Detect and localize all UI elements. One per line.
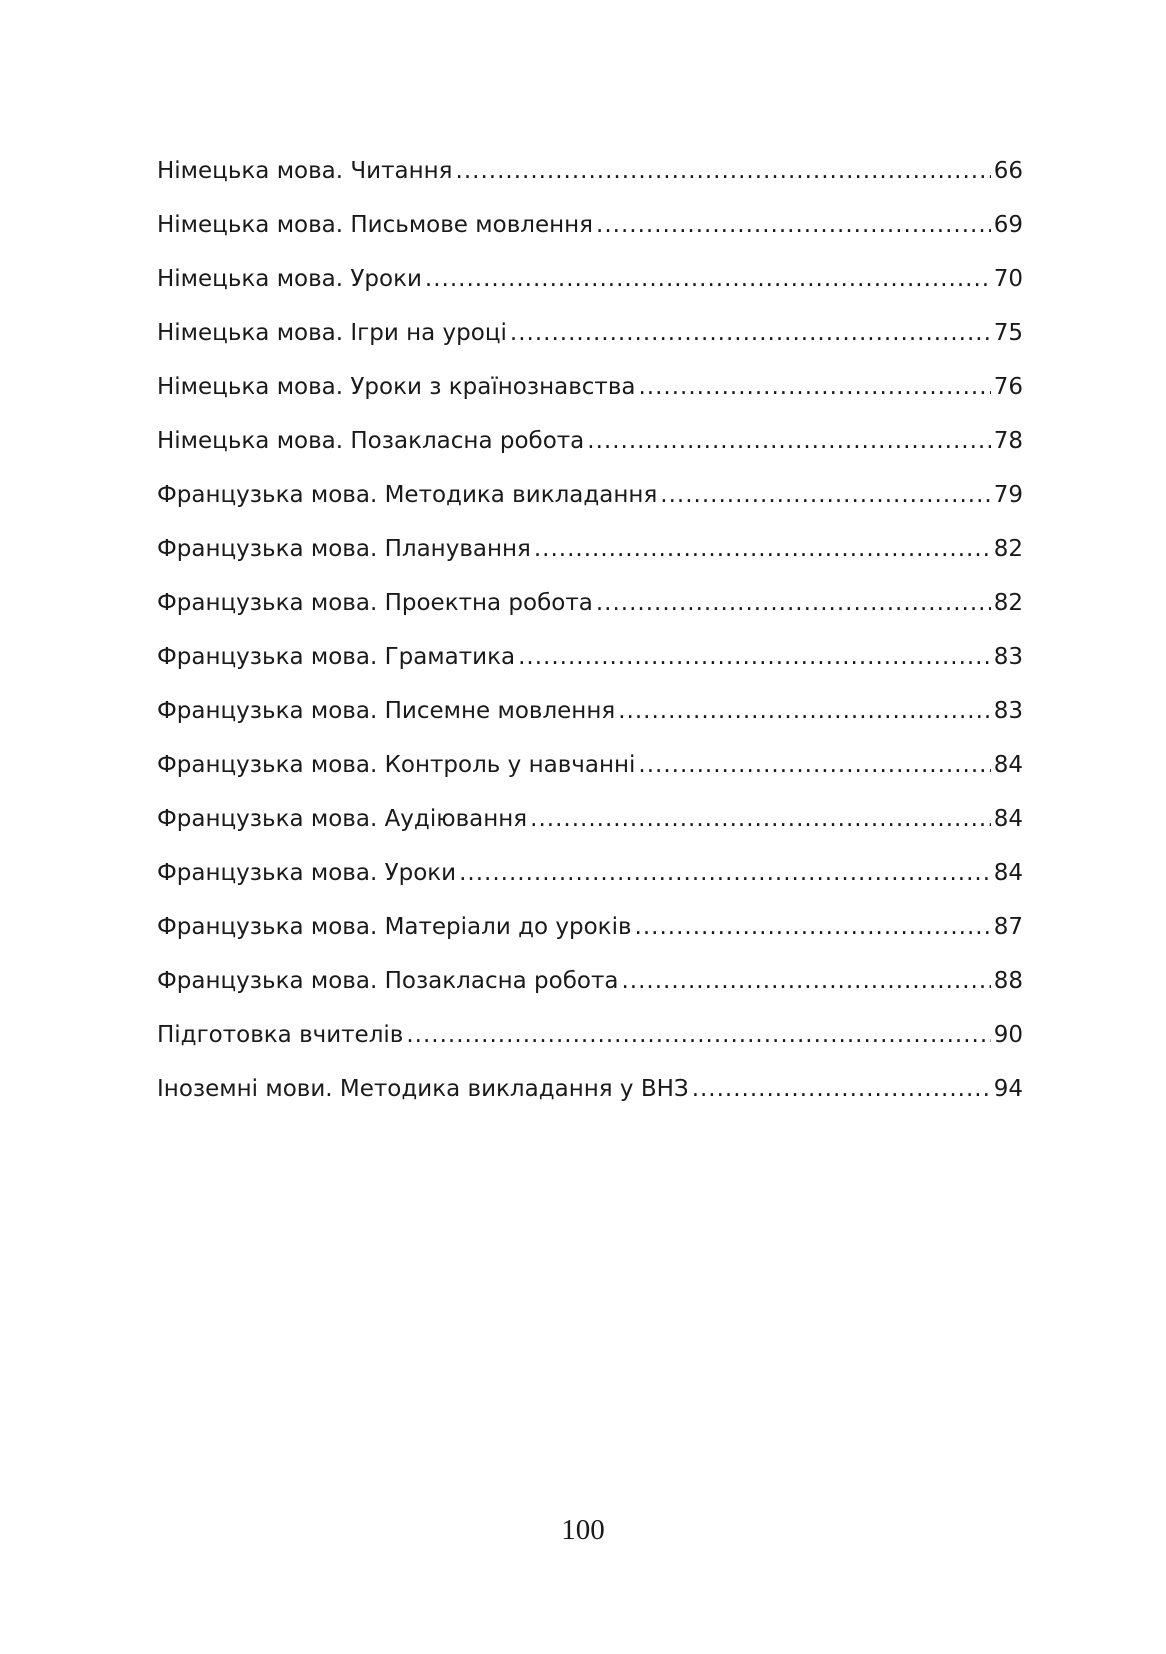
toc-entry [157, 914, 1023, 968]
toc-entry-page: 76 [993, 374, 1023, 400]
toc-entry-title: Німецька мова. Позакласна робота [157, 428, 585, 454]
toc-dot-leader [518, 644, 991, 670]
toc-dot-leader [596, 212, 991, 238]
toc-entry-page: 70 [993, 266, 1023, 292]
toc-entry-page: 94 [993, 1076, 1023, 1102]
toc-entry [157, 158, 1023, 212]
toc-entry [157, 212, 1023, 266]
toc-entry-page: 90 [993, 1022, 1023, 1048]
toc-entry [157, 428, 1023, 482]
toc-entry-page: 66 [993, 158, 1023, 184]
toc-entry [157, 968, 1023, 1022]
toc-entry-title: Французька мова. Контроль у навчанні [157, 752, 636, 778]
toc-entry-title: Французька мова. Позакласна робота [157, 968, 619, 994]
toc-entry [157, 536, 1023, 590]
toc-dot-leader [459, 860, 991, 886]
toc-entry-title: Французька мова. Граматика [157, 644, 516, 670]
toc-entry [157, 752, 1023, 806]
toc-entry-title: Німецька мова. Письмове мовлення [157, 212, 594, 238]
toc-entry [157, 1022, 1023, 1076]
table-of-contents [157, 158, 1023, 1130]
toc-entry-title: Іноземні мови. Методика викладання у ВНЗ [157, 1076, 689, 1102]
toc-entry [157, 590, 1023, 644]
toc-entry [157, 374, 1023, 428]
page-number: 100 [561, 1514, 605, 1546]
toc-entry-title: Німецька мова. Ігри на уроці [157, 320, 507, 346]
toc-entry-page: 87 [993, 914, 1023, 940]
toc-entry-page: 88 [993, 968, 1023, 994]
toc-entry-page: 82 [993, 590, 1023, 616]
toc-entry-title: Німецька мова. Читання [157, 158, 453, 184]
toc-entry [157, 806, 1023, 860]
toc-entry [157, 320, 1023, 374]
toc-entry-title: Французька мова. Писемне мовлення [157, 698, 616, 724]
toc-dot-leader [456, 158, 991, 184]
toc-dot-leader [596, 590, 991, 616]
toc-entry-page: 79 [993, 482, 1023, 508]
toc-entry-page: 84 [993, 752, 1023, 778]
toc-dot-leader [530, 806, 991, 832]
toc-dot-leader [534, 536, 991, 562]
toc-entry-title: Французька мова. Аудіювання [157, 806, 528, 832]
toc-entry [157, 860, 1023, 914]
toc-entry-page: 82 [993, 536, 1023, 562]
toc-entry-page: 69 [993, 212, 1023, 238]
toc-entry-page: 84 [993, 806, 1023, 832]
toc-entry-title: Французька мова. Проектна робота [157, 590, 593, 616]
toc-entry-page: 83 [993, 644, 1023, 670]
toc-entry-title: Французька мова. Методика викладання [157, 482, 658, 508]
toc-entry [157, 266, 1023, 320]
toc-dot-leader [425, 266, 991, 292]
toc-entry-page: 78 [993, 428, 1023, 454]
toc-dot-leader [406, 1022, 990, 1048]
toc-dot-leader [621, 968, 990, 994]
toc-entry [157, 482, 1023, 536]
toc-dot-leader [587, 428, 990, 454]
toc-entry-page: 83 [993, 698, 1023, 724]
toc-entry [157, 644, 1023, 698]
toc-entry-title: Підготовка вчителів [157, 1022, 404, 1048]
toc-entry-title: Німецька мова. Уроки [157, 266, 422, 292]
toc-dot-leader [618, 698, 991, 724]
toc-entry-title: Французька мова. Планування [157, 536, 531, 562]
toc-entry-page: 84 [993, 860, 1023, 886]
toc-entry [157, 1076, 1023, 1130]
toc-entry-title: Німецька мова. Уроки з країнознавства [157, 374, 636, 400]
toc-entry-page: 75 [993, 320, 1023, 346]
toc-dot-leader [638, 374, 990, 400]
toc-dot-leader [660, 482, 990, 508]
toc-dot-leader [635, 914, 991, 940]
toc-entry-title: Французька мова. Матеріали до уроків [157, 914, 632, 940]
toc-dot-leader [638, 752, 990, 778]
toc-dot-leader [692, 1076, 991, 1102]
toc-entry-title: Французька мова. Уроки [157, 860, 457, 886]
toc-entry [157, 698, 1023, 752]
toc-dot-leader [510, 320, 991, 346]
